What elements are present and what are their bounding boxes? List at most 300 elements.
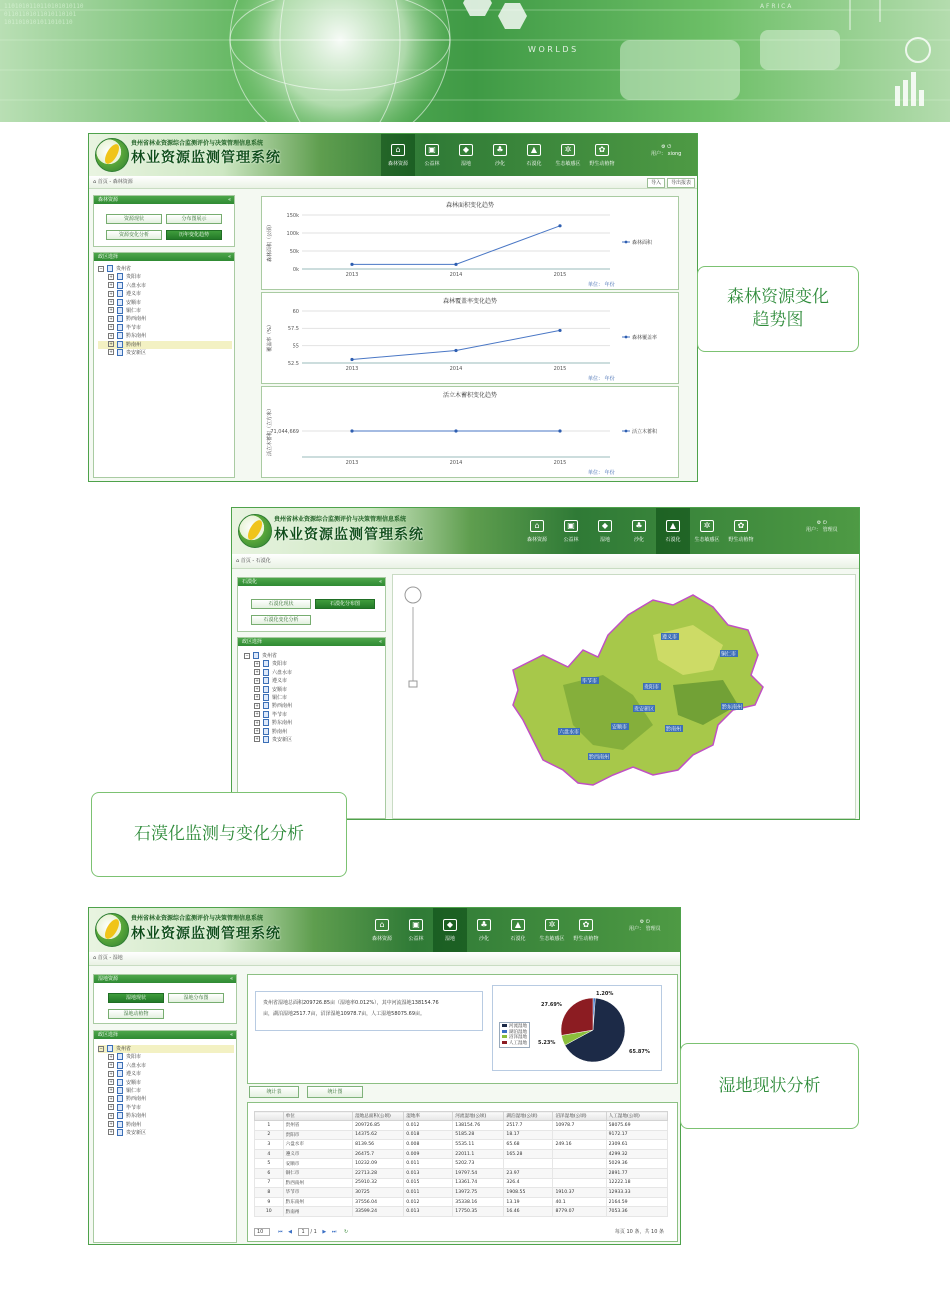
data-point [350, 429, 353, 432]
user-info[interactable]: ⚙ ⏻ 用户： xiong [651, 144, 682, 157]
last-page-icon[interactable]: ⏭ [331, 1229, 337, 1235]
table-cell: 40.1 [553, 1197, 606, 1207]
gear-icon: ✲ [700, 520, 714, 532]
folder-icon [253, 652, 259, 659]
panel-title: 石漠化 « [238, 578, 385, 586]
app-header [232, 508, 859, 555]
import-button[interactable]: 导入 [647, 178, 665, 188]
table-cell: 30725 [353, 1188, 404, 1198]
breadcrumb: ⌂ 首页 - 石漠化 [232, 554, 859, 569]
home-icon: ⌂ [236, 558, 240, 564]
breadcrumb: ⌂ 首页 - 森林资源 [89, 176, 697, 189]
table-cell: 1910.37 [553, 1188, 606, 1198]
chart-title: 森林覆盖率变化趋势 [442, 298, 497, 305]
tree-item[interactable]: + 黔东南州 [255, 719, 293, 727]
table-cell: 22713.28 [353, 1168, 404, 1178]
y-tick-label: 50k [289, 248, 299, 255]
pie-legend: 河流湿地 湖泊湿地 沼泽湿地 人工湿地 [499, 1022, 530, 1048]
table-cell [553, 1159, 606, 1169]
table-row[interactable] [255, 1168, 668, 1178]
wetland-table [254, 1111, 668, 1217]
table-cell: 0.009 [404, 1149, 453, 1159]
table-row[interactable] [255, 1188, 668, 1198]
mountain-icon: ▲ [527, 144, 541, 156]
y-tick-label: 60 [292, 308, 299, 315]
region-tree [98, 1045, 234, 1137]
table-cell: 13.19 [504, 1197, 553, 1207]
nav-wildlife[interactable]: ✿ 野生动植物 [573, 919, 599, 942]
table-cell: 8139.56 [353, 1140, 404, 1150]
app-header [89, 908, 680, 953]
table-cell: 遵义市 [283, 1149, 353, 1159]
system-title: 林业资源监测管理系统 [131, 926, 281, 942]
user-info[interactable]: ⚙ ⏻ 用户： 管理员 [806, 520, 838, 533]
data-point [558, 224, 561, 227]
tree-item[interactable]: + 遵义市 [109, 1070, 142, 1078]
legend-label: 活立木蓄积 [632, 428, 658, 435]
nav-forest[interactable]: ⌂ 森林资源 [371, 919, 392, 942]
page-input[interactable]: 1 [298, 1228, 309, 1236]
wetland-panel [93, 974, 237, 1024]
leaf-icon: ✿ [579, 919, 593, 931]
table-cell: 3 [255, 1140, 284, 1150]
map-label: 贵阳市 [644, 684, 660, 691]
banner-word: W O R L D S [528, 45, 577, 54]
table-header [255, 1112, 668, 1121]
table-cell: 5202.73 [453, 1159, 504, 1169]
folder-icon [107, 1045, 113, 1052]
forest-resource-panel [93, 195, 235, 247]
column-header[interactable]: 河流湿地(公顷) [453, 1112, 504, 1121]
data-point [454, 429, 457, 432]
table-cell: 铜仁市 [283, 1168, 353, 1178]
table-cell [553, 1130, 606, 1140]
map-icon: ▣ [425, 144, 439, 156]
y-tick-label: 57.5 [287, 326, 299, 333]
x-tick-label: 2013 [345, 366, 359, 372]
first-page-icon[interactable]: ⏮ [277, 1229, 283, 1235]
app-logo [95, 138, 129, 172]
mountain-icon: ▲ [511, 919, 525, 931]
pie-label: 5.23% [538, 1040, 556, 1046]
nav-public-forest[interactable]: ▣ 公益林 [408, 919, 424, 942]
map-label: 黔东南州 [722, 704, 743, 711]
system-subtitle: 贵州省林业资源综合监测评价与决策管理信息系统 [131, 140, 264, 147]
map-view[interactable] [392, 574, 856, 819]
system-subtitle: 贵州省林业资源综合监测评价与决策管理信息系统 [131, 915, 264, 922]
map-label: 贵安新区 [634, 706, 655, 713]
x-axis-label: 单位： 年份 [588, 282, 615, 288]
table-row[interactable] [255, 1178, 668, 1188]
table-cell: 2164.59 [606, 1197, 667, 1207]
tab-stat-chart[interactable]: 统计图 [307, 1086, 363, 1098]
x-tick-label: 2014 [449, 366, 463, 372]
table-cell: 黔南州 [283, 1207, 353, 1217]
table-cell: 0.011 [404, 1159, 453, 1169]
timber-volume-chart [261, 386, 679, 478]
forest-icon: ⌂ [530, 520, 544, 532]
table-cell: 4299.32 [606, 1149, 667, 1159]
table-cell: 26475.7 [353, 1149, 404, 1159]
tree-item[interactable]: + 六盘水市 [255, 669, 293, 676]
data-point [350, 263, 353, 266]
table-cell: 35338.16 [453, 1197, 504, 1207]
svg-text:1101010110110101010110: 1101010110110101010110 [4, 3, 84, 10]
data-point [558, 329, 561, 332]
column-header[interactable]: 单位 [283, 1112, 353, 1121]
tree-item[interactable]: + 铜仁市 [255, 694, 288, 701]
rocky-distribution-button[interactable]: 石漠化分布图 [315, 599, 375, 609]
tree-item[interactable]: − 贵州省 [245, 652, 278, 659]
table-cell [504, 1159, 553, 1169]
table-row[interactable] [255, 1159, 668, 1169]
tree-item[interactable]: + 贵安新区 [109, 349, 147, 356]
table-cell: 9172.17 [606, 1130, 667, 1140]
column-header[interactable]: 湖泊湿地(公顷) [504, 1112, 553, 1121]
pie-label: 65.87% [629, 1049, 650, 1055]
timber-volume-svg [262, 387, 680, 479]
yearly-trend-button[interactable]: 历年变化趋势 [166, 230, 222, 240]
y-tick-label: 0k [292, 266, 299, 273]
tree-item[interactable]: + 六盘水市 [109, 1062, 147, 1069]
system-title: 林业资源监测管理系统 [274, 527, 424, 543]
tree-item[interactable]: + 铜仁市 [109, 1087, 142, 1094]
table-cell: 10232.09 [353, 1159, 404, 1169]
map-label: 毕节市 [582, 678, 598, 685]
forest-area-svg [262, 197, 680, 291]
tree-item[interactable]: − 贵州省 [99, 265, 132, 272]
pie-label: 27.69% [541, 1002, 562, 1008]
map-icon: ▣ [564, 520, 578, 532]
nav-rocky[interactable]: ▲ 石漠化 [526, 144, 542, 167]
column-header[interactable]: 沼泽湿地(公顷) [553, 1112, 606, 1121]
nav-public-forest[interactable]: ▣ 公益林 [563, 520, 579, 543]
table-cell: 0.008 [404, 1140, 453, 1150]
series-line [352, 226, 560, 265]
y-axis-label: 森林面积（公顷） [267, 221, 273, 263]
nav-eco[interactable]: ✲ 生态敏感区 [555, 144, 581, 167]
nav-wetland[interactable]: ◆ 湿地 [433, 908, 467, 952]
nav-wetland[interactable]: ◆ 湿地 [599, 520, 610, 543]
zoom-control[interactable] [405, 587, 421, 687]
y-tick-label: 150k [286, 212, 299, 219]
tree-item[interactable]: + 黔南州 [109, 1121, 142, 1128]
table-cell: 2891.77 [606, 1168, 667, 1178]
legend-marker [625, 430, 628, 433]
forest-area-chart [261, 196, 679, 290]
table-cell: 0.012 [404, 1197, 453, 1207]
folder-icon [107, 265, 113, 272]
table-cell [553, 1168, 606, 1178]
map-label: 安顺市 [612, 724, 628, 731]
table-row[interactable] [255, 1207, 668, 1217]
table-cell [553, 1178, 606, 1188]
tree-item-selected[interactable]: + 黔南州 [98, 341, 232, 349]
svg-text:A F R I C A: A F R I C A [760, 3, 792, 10]
table-row[interactable] [255, 1149, 668, 1159]
x-tick-label: 2015 [553, 460, 567, 466]
table-cell: 1908.55 [504, 1188, 553, 1198]
table-row[interactable] [255, 1130, 668, 1140]
drop-icon: ◆ [459, 144, 473, 156]
tree-item[interactable]: + 黔西南州 [255, 702, 293, 710]
callout-forest-trend: 森林资源变化 趋势图 [697, 266, 859, 352]
banner-graphic [0, 0, 950, 122]
y-tick-label: 52.5 [287, 360, 299, 367]
x-axis-label: 单位： 年份 [588, 470, 615, 476]
table-cell: 8779.07 [553, 1207, 606, 1217]
column-header[interactable] [255, 1112, 284, 1121]
tree-item[interactable]: + 毕节市 [255, 711, 288, 718]
nav-desert[interactable]: ♣ 沙化 [478, 919, 489, 942]
forest-trend-screen [88, 133, 698, 482]
table-cell: 58075.69 [606, 1121, 667, 1131]
y-axis-label: 活立木蓄积（立方米） [267, 405, 273, 457]
wetland-map-button[interactable]: 湿地分布图 [168, 993, 224, 1003]
callout-rocky: 石漠化监测与变化分析 [91, 792, 347, 877]
y-axis-label: 覆盖率（%） [267, 322, 273, 352]
column-header[interactable]: 湿地率 [404, 1112, 453, 1121]
x-tick-label: 2013 [345, 272, 359, 278]
table-cell: 12222.18 [606, 1178, 667, 1188]
table-cell: 9 [255, 1197, 284, 1207]
table-cell: 黔西南州 [283, 1178, 353, 1188]
table-cell: 249.16 [553, 1140, 606, 1150]
table-row[interactable] [255, 1140, 668, 1150]
table-cell: 5 [255, 1159, 284, 1169]
region-tree [98, 265, 232, 357]
table-cell: 18.17 [504, 1130, 553, 1140]
wetland-table-panel [247, 1102, 678, 1242]
refresh-icon[interactable]: ↻ [343, 1229, 349, 1235]
table-cell: 贵州省 [283, 1121, 353, 1131]
forest-coverage-chart [261, 292, 679, 384]
table-row[interactable] [255, 1197, 668, 1207]
table-cell: 黔东南州 [283, 1197, 353, 1207]
map-label: 黔西南州 [589, 754, 610, 761]
home-icon: ⌂ [93, 179, 97, 185]
main-nav [520, 508, 758, 554]
pie-label: 1.20% [596, 991, 614, 997]
data-point [350, 358, 353, 361]
legend-marker [625, 336, 628, 339]
chart-title: 活立木蓄积变化趋势 [442, 392, 497, 399]
table-cell: 5185.28 [453, 1130, 504, 1140]
wetland-wildlife-button[interactable]: 湿地动植物 [108, 1009, 164, 1019]
table-cell: 8 [255, 1188, 284, 1198]
table-row[interactable] [255, 1121, 668, 1131]
tree-item[interactable]: + 遵义市 [109, 290, 142, 298]
nav-wildlife[interactable]: ✿ 野生动植物 [728, 520, 754, 543]
tree-item[interactable]: + 贵安新区 [255, 736, 293, 743]
region-select-panel [93, 1030, 237, 1243]
app-logo [238, 514, 272, 548]
table-cell: 209726.85 [353, 1121, 404, 1131]
x-tick-label: 2015 [553, 272, 567, 278]
wetland-pie-chart [492, 985, 662, 1071]
home-icon: ⌂ [93, 955, 97, 961]
wetland-summary-text: 贵州省湿地总面积209726.85亩（湿地率0.012%），其中河流湿地138154.76 亩，湖泊湿地2517.7亩，沼泽湿地10978.7亩，人工湿地58075.69亩。 [255, 991, 483, 1031]
tree-item[interactable]: + 遵义市 [255, 677, 288, 685]
table-cell: 2 [255, 1130, 284, 1140]
main-nav [381, 134, 619, 176]
table-cell: 33599.24 [353, 1207, 404, 1217]
table-cell: 安顺市 [283, 1159, 353, 1169]
resource-change-button[interactable]: 资源变化分析 [106, 230, 162, 240]
drop-icon: ◆ [443, 919, 457, 931]
table-cell: 6 [255, 1168, 284, 1178]
page-size-select[interactable]: 10 [254, 1228, 270, 1236]
nav-eco[interactable]: ✲ 生态敏感区 [694, 520, 720, 543]
map-svg [393, 575, 857, 820]
leaf-icon: ✿ [734, 520, 748, 532]
forest-icon: ⌂ [375, 919, 389, 931]
gear-icon: ✲ [545, 919, 559, 931]
tree-item[interactable]: + 毕节市 [109, 1104, 142, 1111]
tree-item-selected[interactable]: − 贵州省 [98, 1045, 234, 1053]
system-title: 林业资源监测管理系统 [131, 150, 281, 166]
y-tick-label: 100k [286, 230, 299, 237]
pager-info: 每页 10 条，共 10 条 [614, 1229, 664, 1235]
panel-title: 政区选择 « [238, 638, 385, 646]
tree-item[interactable]: + 铜仁市 [109, 307, 142, 314]
table-cell: 17750.35 [453, 1207, 504, 1217]
table-cell: 0.013 [404, 1207, 453, 1217]
tree-item[interactable]: + 贵阳市 [255, 660, 288, 668]
wetland-summary-panel [247, 974, 678, 1084]
table-cell: 22011.1 [453, 1149, 504, 1159]
tree-item[interactable]: + 黔南州 [255, 728, 288, 735]
table-cell: 0.015 [404, 1178, 453, 1188]
legend-label: 森林覆盖率 [632, 334, 658, 341]
tree-item[interactable]: + 黔西南州 [109, 1095, 147, 1103]
panel-title: 政区选择 « [94, 253, 234, 261]
nav-desert[interactable]: ♣ 沙化 [633, 520, 644, 543]
system-subtitle: 贵州省林业资源综合监测评价与决策管理信息系统 [274, 516, 407, 523]
table-cell: 0.012 [404, 1121, 453, 1131]
chart-title: 森林面积变化趋势 [445, 202, 494, 209]
app-logo [95, 913, 129, 947]
table-cell: 165.28 [504, 1149, 553, 1159]
tree-item[interactable]: + 黔西南州 [109, 315, 147, 323]
nav-rocky[interactable]: ▲ 石漠化 [510, 919, 526, 942]
tree-item[interactable]: + 贵安新区 [109, 1129, 147, 1136]
region-tree [244, 652, 382, 744]
export-report-button[interactable]: 导出报表 [667, 178, 695, 188]
nav-desert[interactable]: ♣ 沙化 [494, 144, 505, 167]
map-label: 六盘水市 [559, 729, 580, 736]
tree-item[interactable]: + 安顺市 [109, 1079, 142, 1086]
panel-title: 政区选择 « [94, 1031, 236, 1039]
table-cell: 5535.11 [453, 1140, 504, 1150]
leaf-icon: ✿ [595, 144, 609, 156]
table-cell: 0.013 [404, 1168, 453, 1178]
region-select-panel [93, 252, 235, 478]
tree-item[interactable]: + 黔东南州 [109, 1112, 147, 1120]
app-header [89, 134, 697, 177]
legend-label: 森林面积 [632, 239, 653, 246]
forest-coverage-svg [262, 293, 680, 385]
header-banner [0, 0, 950, 122]
tree-icon: ♣ [493, 144, 507, 156]
nav-wildlife[interactable]: ✿ 野生动植物 [589, 144, 615, 167]
drop-icon: ◆ [598, 520, 612, 532]
distribution-map-button[interactable]: 分布图展示 [166, 214, 222, 224]
prev-page-icon[interactable]: ◀ [288, 1229, 292, 1235]
forest-icon: ⌂ [391, 144, 405, 156]
table-cell: 13361.74 [453, 1178, 504, 1188]
x-axis-label: 单位： 年份 [588, 376, 615, 382]
table-cell: 23.97 [504, 1168, 553, 1178]
table-cell: 138154.76 [453, 1121, 504, 1131]
next-page-icon[interactable]: ▶ [322, 1229, 327, 1235]
table-cell: 4 [255, 1149, 284, 1159]
resource-status-button[interactable]: 资源现状 [106, 214, 162, 224]
svg-text:1011010101011010110: 1011010101011010110 [4, 19, 73, 26]
table-cell: 37556.04 [353, 1197, 404, 1207]
series-line [352, 330, 560, 359]
table-cell: 14375.62 [353, 1130, 404, 1140]
column-header[interactable]: 湿地总面积(公顷) [353, 1112, 404, 1121]
nav-eco[interactable]: ✲ 生态敏感区 [539, 919, 565, 942]
tree-item[interactable]: + 安顺市 [109, 299, 142, 306]
x-tick-label: 2015 [553, 366, 567, 372]
rocky-change-button[interactable]: 石漠化变化分析 [251, 615, 311, 625]
user-info[interactable]: ⚙ ⏻ 用户： 管理员 [629, 919, 661, 932]
table-cell: 13972.75 [453, 1188, 504, 1198]
rocky-status-button[interactable]: 石漠化现状 [251, 599, 311, 609]
x-tick-label: 2014 [449, 272, 463, 278]
map-icon: ▣ [409, 919, 423, 931]
tree-item[interactable]: + 六盘水市 [109, 282, 147, 289]
tree-icon: ♣ [477, 919, 491, 931]
tree-item[interactable]: + 贵阳市 [109, 1053, 142, 1061]
tab-stat-table[interactable]: 统计表 [249, 1086, 299, 1098]
rocky-desertification-screen [231, 507, 860, 820]
table-cell: 2517.7 [504, 1121, 553, 1131]
pie-slice [561, 998, 593, 1035]
column-header[interactable]: 人工湿地(公顷) [606, 1112, 667, 1121]
table-cell: 10 [255, 1207, 284, 1217]
tree-item[interactable]: + 安顺市 [255, 686, 288, 693]
map-label: 黔南州 [666, 726, 682, 733]
mountain-icon: ▲ [666, 520, 680, 532]
table-cell: 10978.7 [553, 1121, 606, 1131]
tree-item[interactable]: + 黔东南州 [109, 332, 147, 340]
tree-item[interactable]: + 毕节市 [109, 324, 142, 331]
nav-forest[interactable]: ⌂ 森林资源 [381, 134, 415, 176]
table-cell: 19797.54 [453, 1168, 504, 1178]
table-cell: 16.46 [504, 1207, 553, 1217]
table-cell [553, 1149, 606, 1159]
table-cell: 326.4 [504, 1178, 553, 1188]
wetland-status-button[interactable]: 湿地现状 [108, 993, 164, 1003]
wetland-screen [88, 907, 681, 1245]
table-cell: 毕节市 [283, 1188, 353, 1198]
data-point [454, 349, 457, 352]
nav-rocky[interactable]: ▲ 石漠化 [656, 508, 690, 554]
table-cell: 贵阳市 [283, 1130, 353, 1140]
y-tick-label: 55 [292, 343, 299, 350]
table-cell: 0.011 [404, 1188, 453, 1198]
table-cell: 25910.32 [353, 1178, 404, 1188]
breadcrumb: ⌂ 首页 - 湿地 [89, 952, 680, 966]
nav-wetland[interactable]: ◆ 湿地 [460, 144, 471, 167]
nav-forest[interactable]: ⌂ 森林资源 [526, 520, 547, 543]
panel-title: 湿地资源 « [94, 975, 236, 983]
nav-public-forest[interactable]: ▣ 公益林 [424, 144, 440, 167]
tree-item[interactable]: + 贵阳市 [109, 273, 142, 281]
